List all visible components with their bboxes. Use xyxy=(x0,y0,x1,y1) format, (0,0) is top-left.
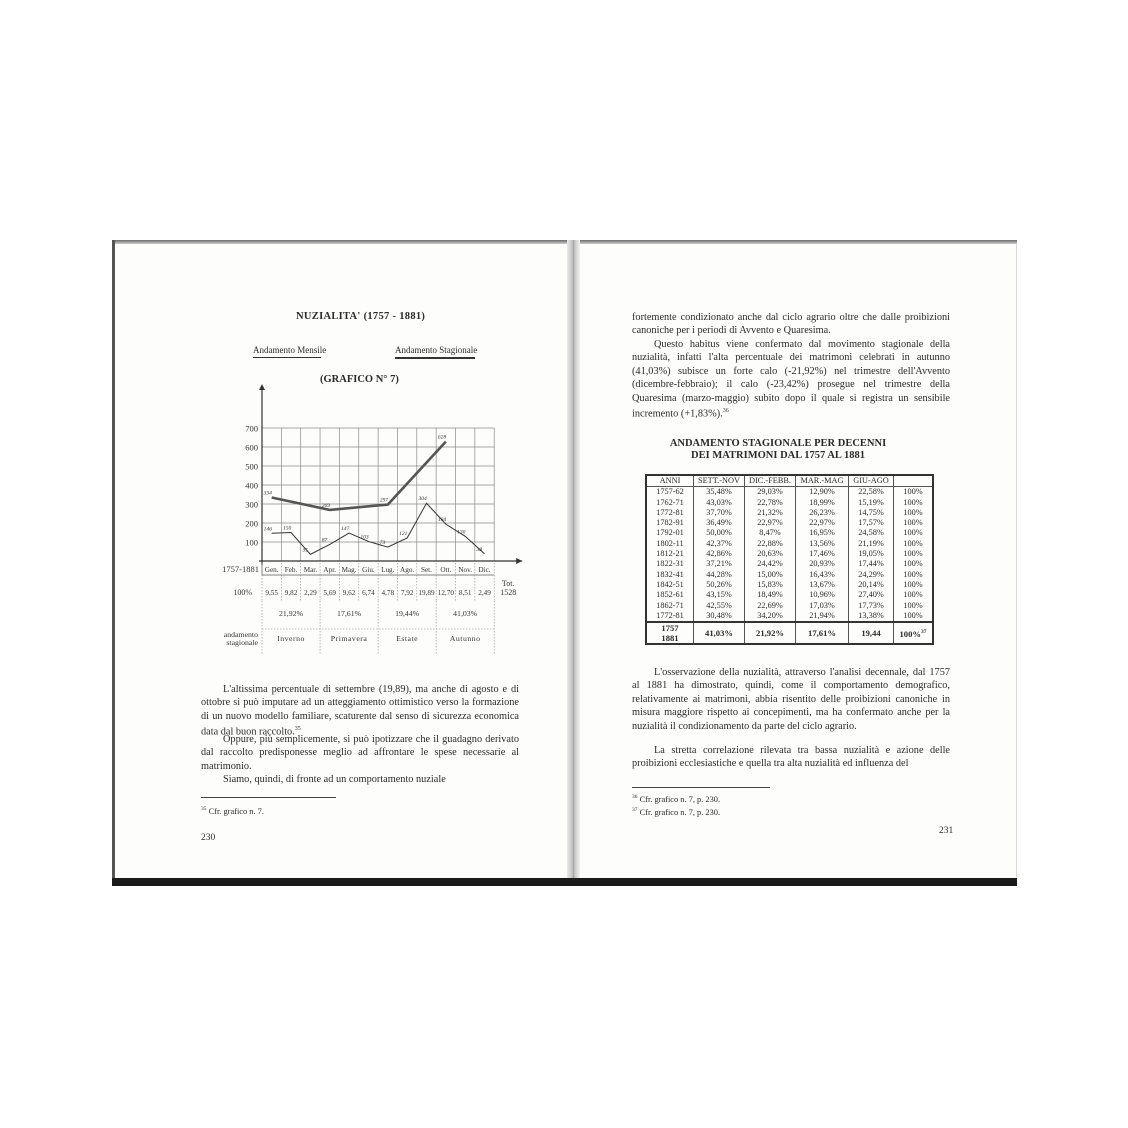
month-label: Mar. xyxy=(303,566,318,574)
month-label: Feb. xyxy=(284,566,298,574)
y-tick-label: 400 xyxy=(245,480,258,491)
month-label: Set. xyxy=(420,566,432,574)
table-cell: 26,23% xyxy=(796,508,849,518)
table-header-cell: SETT.-NOV xyxy=(694,475,745,487)
table-cell: 22,97% xyxy=(745,518,796,528)
table-cell: 22,69% xyxy=(745,601,796,611)
month-label: Gen. xyxy=(264,566,279,574)
right-paragraph-2: Questo habitus viene confermato dal movimento stagionale della nuzialità, infatti l'alta percentuale dei matrimoni celebrati in autunno (41,03%) subisce un forte calo (-21,92%) nel trimestre dell'Avvento (dicembre-febbraio); il calo (-23,42%) prosegue nel trimestre della Quaresima (marzo-maggio) subito dopo il quale si registra un sensibile incremento (+1,83%).$^{36}$ xyxy=(632,339,950,420)
chart-title: (GRAFICO N° 7) xyxy=(320,374,399,385)
month-percent: 8,51 xyxy=(458,589,472,597)
table-cell: 100% xyxy=(894,549,934,559)
table-cell: 100% xyxy=(894,528,934,538)
table-title: ANDAMENTO STAGIONALE PER DECENNI DEI MATRIMONI DAL 1757 AL 1881 xyxy=(669,438,887,461)
table-cell: 100% xyxy=(894,518,934,528)
row-label-pct: 100% xyxy=(233,588,252,597)
month-label: Apr. xyxy=(323,566,337,574)
table-cell: 30,48% xyxy=(694,611,745,622)
table-cell: 100% xyxy=(894,539,934,549)
monthly-data-label: 146 xyxy=(263,526,272,533)
row-label-season: stagionale xyxy=(226,638,258,647)
table-total-cell: 17,61% xyxy=(796,622,849,644)
month-label: Nov. xyxy=(458,566,473,574)
right-footnote-rule xyxy=(632,787,770,788)
monthly-data-label: 35 xyxy=(302,547,308,554)
season-name: Autunno xyxy=(449,634,481,643)
month-label: Lug. xyxy=(381,566,395,574)
table-year-cell: 1792-01 xyxy=(646,528,694,538)
table-total-cell: 100%$^{37}$ xyxy=(894,622,934,644)
seasonal-data-label: 269 xyxy=(321,502,330,509)
table-cell: 14,75% xyxy=(849,508,894,518)
row-label-years: 1757-1881 xyxy=(222,564,259,574)
table-row xyxy=(646,611,933,622)
row-label-season: andamento xyxy=(223,630,258,639)
table-header-cell: DIC.-FEBB. xyxy=(745,475,796,487)
table-total-cell: 41,03% xyxy=(694,622,745,644)
table-row xyxy=(646,518,933,528)
right-paragraph-4: La stretta correlazione rilevata tra bassa nuzialità e azione delle proibizioni ecclesiastiche e quella tra alta nuzialità ed influenza del xyxy=(632,745,950,770)
table-cell: 18,99% xyxy=(796,498,849,508)
table-cell: 37,70% xyxy=(694,508,745,518)
table-cell: 100% xyxy=(894,559,934,569)
table-cell: 17,46% xyxy=(796,549,849,559)
season-percent: 21,92% xyxy=(279,609,304,618)
table-cell: 43,03% xyxy=(694,498,745,508)
table-cell: 16,43% xyxy=(796,570,849,580)
table-cell: 50,00% xyxy=(694,528,745,538)
monthly-data-label: 103 xyxy=(360,534,369,541)
table-cell: 22,88% xyxy=(745,539,796,549)
monthly-data-label: 38 xyxy=(476,546,483,553)
table-cell: 8,47% xyxy=(745,528,796,538)
table-total-cell: 21,92% xyxy=(745,622,796,644)
table-total-row xyxy=(646,622,933,644)
season-name: Primavera xyxy=(330,634,368,643)
table-row xyxy=(646,549,933,559)
table-year-cell: 1757-62 xyxy=(646,487,694,498)
left-paragraph-1: L'altissima percentuale di settembre (19,89), ma anche di agosto e di ottobre si può imputare ad un atteggiamento ottimistico verso la formazione di un nuovo modello familiare, scaturente dal senso di sicurezza economica data dal buon raccolto.$^{35}$ xyxy=(201,684,519,738)
left-footnote: $^{35}$ Cfr. grafico n. 7. xyxy=(201,806,264,816)
table-year-cell: 1842-51 xyxy=(646,580,694,590)
table-cell: 19,05% xyxy=(849,549,894,559)
table-year-cell: 1822-31 xyxy=(646,559,694,569)
table-cell: 22,97% xyxy=(796,518,849,528)
table-row xyxy=(646,559,933,569)
table-row xyxy=(646,508,933,518)
month-label: Ago. xyxy=(400,566,415,574)
right-paragraph-3: L'osservazione della nuzialità, attraverso l'analisi decennale, dal 1757 al 1881 ha dimostrato, quindi, come il comportamento demografico, relativamente ai matrimoni, abbia risentito delle proibizioni canoniche in misura maggiore rispetto ai concepimenti, ma ha confermato anche per la nuzialità il condizionamento da parte del ciclo agrario. xyxy=(632,667,950,732)
table-cell: 24,58% xyxy=(849,528,894,538)
monthly-data-label: 304 xyxy=(418,496,427,503)
monthly-data-label: 87 xyxy=(321,537,328,544)
right-page-number: 231 xyxy=(939,826,954,836)
y-tick-label: 700 xyxy=(245,423,258,434)
table-cell: 43,15% xyxy=(694,590,745,600)
y-tick-label: 600 xyxy=(245,442,258,453)
month-percent: 9,62 xyxy=(342,589,356,597)
table-cell: 22,78% xyxy=(745,498,796,508)
month-percent: 12,70 xyxy=(437,589,454,597)
table-cell: 15,19% xyxy=(849,498,894,508)
season-percent: 17,61% xyxy=(337,609,362,618)
table-cell: 15,00% xyxy=(745,570,796,580)
table-row xyxy=(646,498,933,508)
table-cell: 100% xyxy=(894,611,934,622)
table-cell: 36,49% xyxy=(694,518,745,528)
table-row xyxy=(646,580,933,590)
month-label: Giu. xyxy=(362,566,375,574)
table-cell: 15,83% xyxy=(745,580,796,590)
monthly-data-label: 130 xyxy=(457,529,466,536)
left-footnote-rule xyxy=(201,797,336,798)
table-cell: 50,26% xyxy=(694,580,745,590)
monthly-data-label: 150 xyxy=(283,525,292,532)
table-cell: 13,38% xyxy=(849,611,894,622)
month-label: Dic. xyxy=(478,566,491,574)
month-percent: 6,74 xyxy=(362,589,375,597)
right-footnotes: $^{36}$ Cfr. grafico n. 7, p. 230. $^{37}$ Cfr. grafico n. 7, p. 230. xyxy=(632,794,721,817)
season-percent: 19,44% xyxy=(395,609,420,618)
seasonal-data-label: 334 xyxy=(263,490,272,497)
table-cell: 20,93% xyxy=(796,559,849,569)
table-cell: 100% xyxy=(894,487,934,498)
table-year-cell: 1862-71 xyxy=(646,601,694,611)
table-header-cell: ANNI xyxy=(646,475,694,487)
table-cell: 29,03% xyxy=(745,487,796,498)
month-percent: 4,78 xyxy=(381,589,395,597)
table-row xyxy=(646,487,933,498)
table-cell: 17,73% xyxy=(849,601,894,611)
table-cell: 18,49% xyxy=(745,590,796,600)
table-cell: 100% xyxy=(894,570,934,580)
left-page-number: 230 xyxy=(201,833,216,843)
table-total-years: 1757 1881 xyxy=(646,622,694,644)
month-percent: 5,69 xyxy=(323,589,337,597)
legend-monthly: Andamento Mensile xyxy=(253,345,326,358)
table-year-cell: 1802-11 xyxy=(646,539,694,549)
season-name: Estate xyxy=(396,634,419,643)
seasonal-data-label: 297 xyxy=(379,497,389,504)
month-label: Ott. xyxy=(440,566,452,574)
monthly-data-label: 147 xyxy=(341,526,350,533)
month-percent: 9,55 xyxy=(265,589,278,597)
table-cell: 24,42% xyxy=(745,559,796,569)
table-year-cell: 1852-61 xyxy=(646,590,694,600)
table-row xyxy=(646,528,933,538)
table-row xyxy=(646,601,933,611)
monthly-data-label: 194 xyxy=(437,517,447,524)
table-cell: 37,21% xyxy=(694,559,745,569)
table-cell: 10,96% xyxy=(796,590,849,600)
page-left-edge xyxy=(112,240,115,886)
table-year-cell: 1812-21 xyxy=(646,549,694,559)
table-cell: 100% xyxy=(894,508,934,518)
table-cell: 21,19% xyxy=(849,539,894,549)
table-cell: 42,86% xyxy=(694,549,745,559)
table-header-cell: GIU-AGO xyxy=(849,475,894,487)
table-row xyxy=(646,570,933,580)
table-cell: 42,37% xyxy=(694,539,745,549)
table-cell: 100% xyxy=(894,498,934,508)
y-tick-label: 500 xyxy=(245,461,258,472)
monthly-data-label: 121 xyxy=(399,531,408,538)
table-header-row xyxy=(646,475,933,487)
table-cell: 17,03% xyxy=(796,601,849,611)
page-bottom-edge xyxy=(112,878,1017,886)
table-cell: 13,56% xyxy=(796,539,849,549)
table-cell: 24,29% xyxy=(849,570,894,580)
legend-seasonal: Andamento Stagionale xyxy=(395,345,477,359)
table-cell: 20,14% xyxy=(849,580,894,590)
table-year-cell: 1762-71 xyxy=(646,498,694,508)
table-cell: 16,95% xyxy=(796,528,849,538)
table-cell: 35,48% xyxy=(694,487,745,498)
y-tick-label: 300 xyxy=(245,499,258,510)
table-year-cell: 1832-41 xyxy=(646,570,694,580)
y-tick-label: 200 xyxy=(245,518,258,529)
table-cell: 100% xyxy=(894,601,934,611)
table-cell: 22,58% xyxy=(849,487,894,498)
y-tick-label: 100 xyxy=(245,537,258,548)
table-header-cell: MAR.-MAG xyxy=(796,475,849,487)
left-paragraph-2: Oppure, più semplicemente, si può ipotizzare che il guadagno derivato dal raccolto predisponesse meglio ad affrontare le spese necessarie al matrimonio. xyxy=(201,734,519,772)
table-cell: 100% xyxy=(894,590,934,600)
table-year-cell: 1772-81 xyxy=(646,508,694,518)
tot-label: Tot. xyxy=(501,579,515,588)
book-gutter xyxy=(567,240,580,886)
right-paragraph-1: fortemente condizionato anche dal ciclo agrario oltre che dalle proibizioni canoniche per i periodi di Avvento e Quaresima. xyxy=(632,312,950,337)
monthly-data-label: 73 xyxy=(379,540,386,547)
table-cell: 21,94% xyxy=(796,611,849,622)
table-year-cell: 1772-81 xyxy=(646,611,694,622)
table-header-cell xyxy=(894,475,934,487)
table-cell: 44,28% xyxy=(694,570,745,580)
table-year-cell: 1782-91 xyxy=(646,518,694,528)
table-cell: 17,57% xyxy=(849,518,894,528)
month-percent: 9,82 xyxy=(284,589,298,597)
month-percent: 2,29 xyxy=(304,589,317,597)
month-percent: 2,49 xyxy=(478,589,491,597)
table-cell: 34,20% xyxy=(745,611,796,622)
table-cell: 100% xyxy=(894,580,934,590)
seasonal-table xyxy=(645,474,934,645)
month-label: Mag. xyxy=(341,566,357,574)
season-percent: 41,03% xyxy=(453,609,478,618)
month-percent: 19,89 xyxy=(418,589,435,597)
table-cell: 27,40% xyxy=(849,590,894,600)
table-cell: 13,67% xyxy=(796,580,849,590)
table-cell: 12,90% xyxy=(796,487,849,498)
month-percent: 7,92 xyxy=(400,589,414,597)
page-top-edge xyxy=(112,240,1017,244)
table-cell: 20,63% xyxy=(745,549,796,559)
table-total-cell: 19,44 xyxy=(849,622,894,644)
table-row xyxy=(646,539,933,549)
tot-value: 1528 xyxy=(500,588,517,597)
left-paragraph-3: Siamo, quindi, di fronte ad un comportamento nuziale xyxy=(223,774,446,785)
table-cell: 21,32% xyxy=(745,508,796,518)
table-row xyxy=(646,590,933,600)
season-name: Inverno xyxy=(277,634,305,643)
table-cell: 42,55% xyxy=(694,601,745,611)
seasonal-data-label: 628 xyxy=(437,434,447,441)
left-page-title: NUZIALITA' (1757 - 1881) xyxy=(296,311,426,322)
table-cell: 17,44% xyxy=(849,559,894,569)
